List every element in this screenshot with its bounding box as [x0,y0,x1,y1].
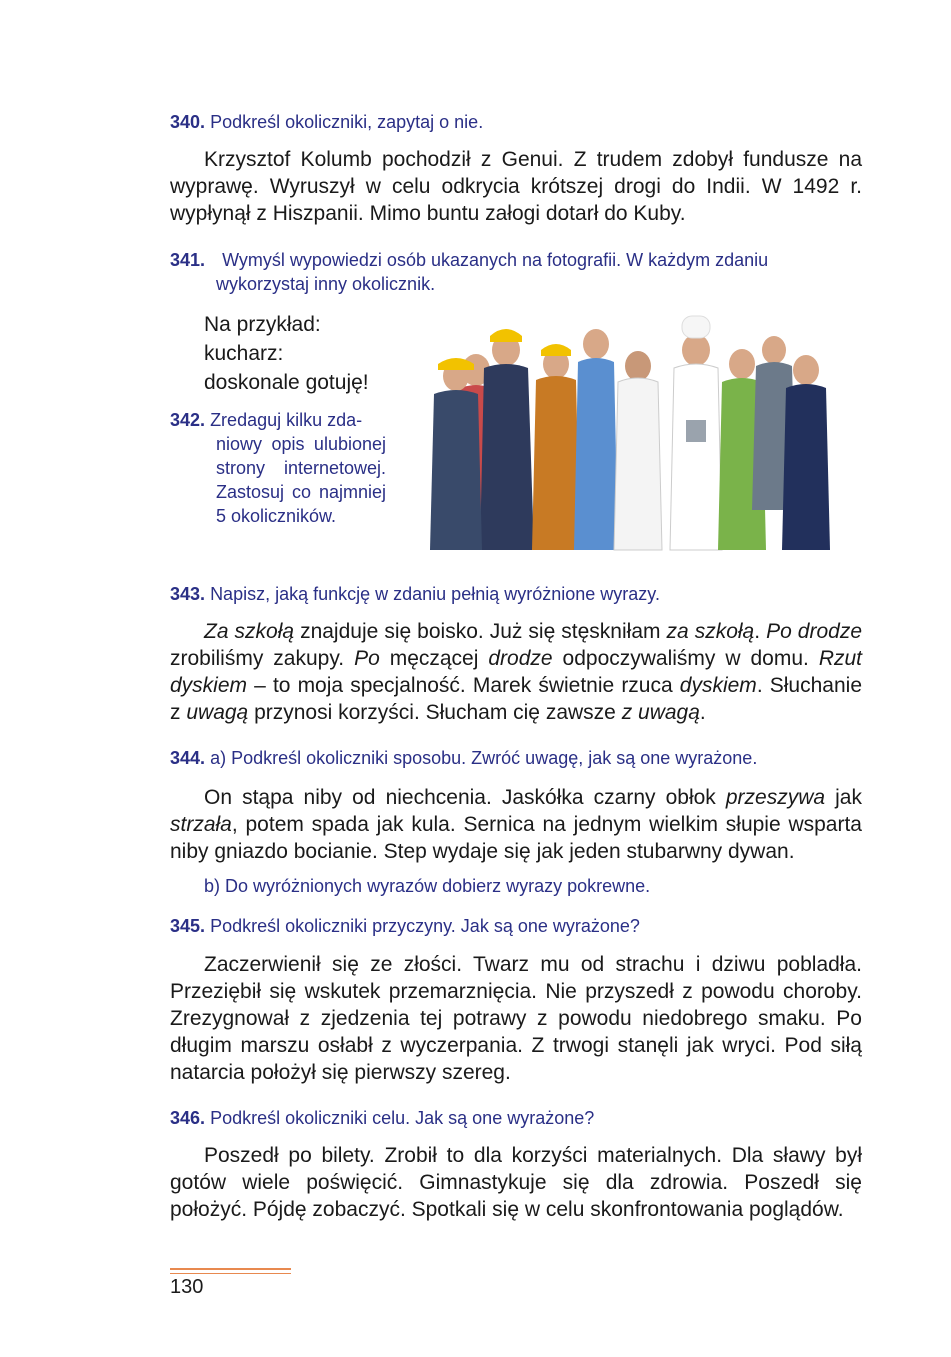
highlighted-word: uwagą [186,701,249,724]
paragraph-text: On stąpa niby od niechcenia. Jaskółka czarny obłok [204,786,726,809]
person-figure [614,351,662,550]
paragraph-text: znajduje się boisko. Już się stęskniłam [294,620,667,643]
example-block [204,310,369,397]
task-number: 344. [170,748,206,768]
task-344b-instruction: b) Do wyróżnionych wyrazów dobierz wyrazy pokrewne. [204,876,651,896]
paragraph-text: przynosi korzyści. Słucham cię zawsze [248,701,622,724]
paragraph-text: Zaczerwienił się ze złości. Twarz mu od strachu i dziwu pobladła. Przeziębił się wskutek przemarznięcia. Nie przyszedł z powodu choroby. Zrezygnował z zjedzenia tej potrawy z powodu niedobrego smaku. Po długim marszu osłabł z wyczerpania. Z trwogi stanęli jak wryci. Pod siłą natarcia położył się pierwszy szereg. [170,953,862,1084]
highlighted-word: strzała [170,813,232,836]
person-figure [574,329,618,550]
task-346-text [170,1142,862,1223]
paragraph-text: , potem spada jak kula. Sernica na jednym wielkim słupie wsparta niby gniazdo bocianie. Step wydaje się jak jeden stubarwny dywan. [170,813,862,863]
task-text-rest: niowy opis ulubionej strony internetowej. Zastosuj co najmniej 5 okoliczników. [216,434,386,526]
highlighted-word: Po [354,647,380,670]
task-343-text [170,618,862,726]
highlighted-word: Po drodze [766,620,863,643]
example-line: Na przykład: [204,313,321,336]
task-340-instruction [170,110,862,134]
highlighted-word: Za szkołą [204,620,295,643]
paragraph-text: odpoczywaliśmy w domu. [552,647,819,670]
task-text-first: Zredaguj kilku zda- [210,410,363,430]
paragraph-text: męczącej [379,647,489,670]
task-341-instruction [170,248,862,296]
task-text: Podkreśl okoliczniki przyczyny. Jak są one wyrażone? [210,916,640,936]
task-340-text [170,146,862,227]
task-text: Napisz, jaką funkcję w zdaniu pełnią wyróżnione wyrazy. [210,584,660,604]
example-line: kucharz: [204,342,284,365]
task-text: Podkreśl okoliczniki, zapytaj o nie. [210,112,484,132]
task-number: 346. [170,1108,206,1128]
task-344-instruction [170,746,862,770]
task-text: Podkreśl okoliczniki celu. Jak są one wyrażone? [210,1108,595,1128]
task-text-line2: wykorzystaj inny okolicznik. [216,274,436,294]
task-342-instruction [170,408,386,528]
footer-rule [170,1268,291,1270]
highlighted-word: dyskiem [679,674,757,697]
task-346-instruction [170,1106,862,1130]
task-345-instruction [170,914,862,938]
paragraph-text: . [699,701,706,724]
task-number: 342. [170,410,206,430]
page-number: 130 [170,1276,204,1298]
footer-rule [170,1273,291,1274]
paragraph-text: . [754,620,767,643]
highlighted-word: Rzut dyskiem [170,647,862,697]
group-of-workers-photo [396,310,860,558]
task-343-instruction [170,582,862,606]
paragraph-text: Poszedł po bilety. Zrobił to dla korzyści materialnych. Dla sławy był gotów wiele poświęcić. Gimnastykuje się dla zdrowia. Poszedł się położyć. Pójdę zobaczyć. Spotkali się w celu skonfrontowania poglądów. [170,1144,862,1221]
task-text-line1: Wymyśl wypowiedzi osób ukazanych na fotografii. W każdym zdaniu [222,250,769,270]
task-345-text [170,951,862,1086]
highlighted-word: za szkołą [666,620,755,643]
paragraph-text: jak [825,786,862,809]
task-number: 345. [170,916,206,936]
task-text: a) Podkreśl okoliczniki sposobu. Zwróć uwagę, jak są one wyrażone. [210,748,758,768]
task-number: 343. [170,584,206,604]
task-number: 340. [170,112,206,132]
highlighted-word: przeszywa [725,786,826,809]
paragraph-text: Krzysztof Kolumb pochodził z Genui. Z trudem zdobył fundusze na wyprawę. Wyruszył w celu odkrycia krótszej drogi do Indii. W 1492 r. wypłynął z Hiszpanii. Mimo buntu załogi dotarł do Kuby. [170,148,862,225]
highlighted-word: z uwagą [621,701,700,724]
paragraph-text: . Słuchanie z [170,674,862,724]
highlighted-word: drodze [488,647,553,670]
task-number: 341. [170,250,206,270]
example-line: doskonale gotuję! [204,371,369,394]
paragraph-text: zrobiliśmy zakupy. [170,647,355,670]
paragraph-text: – to moja specjalność. Marek świetnie rzuca [247,674,680,697]
task-344-text [170,784,862,865]
